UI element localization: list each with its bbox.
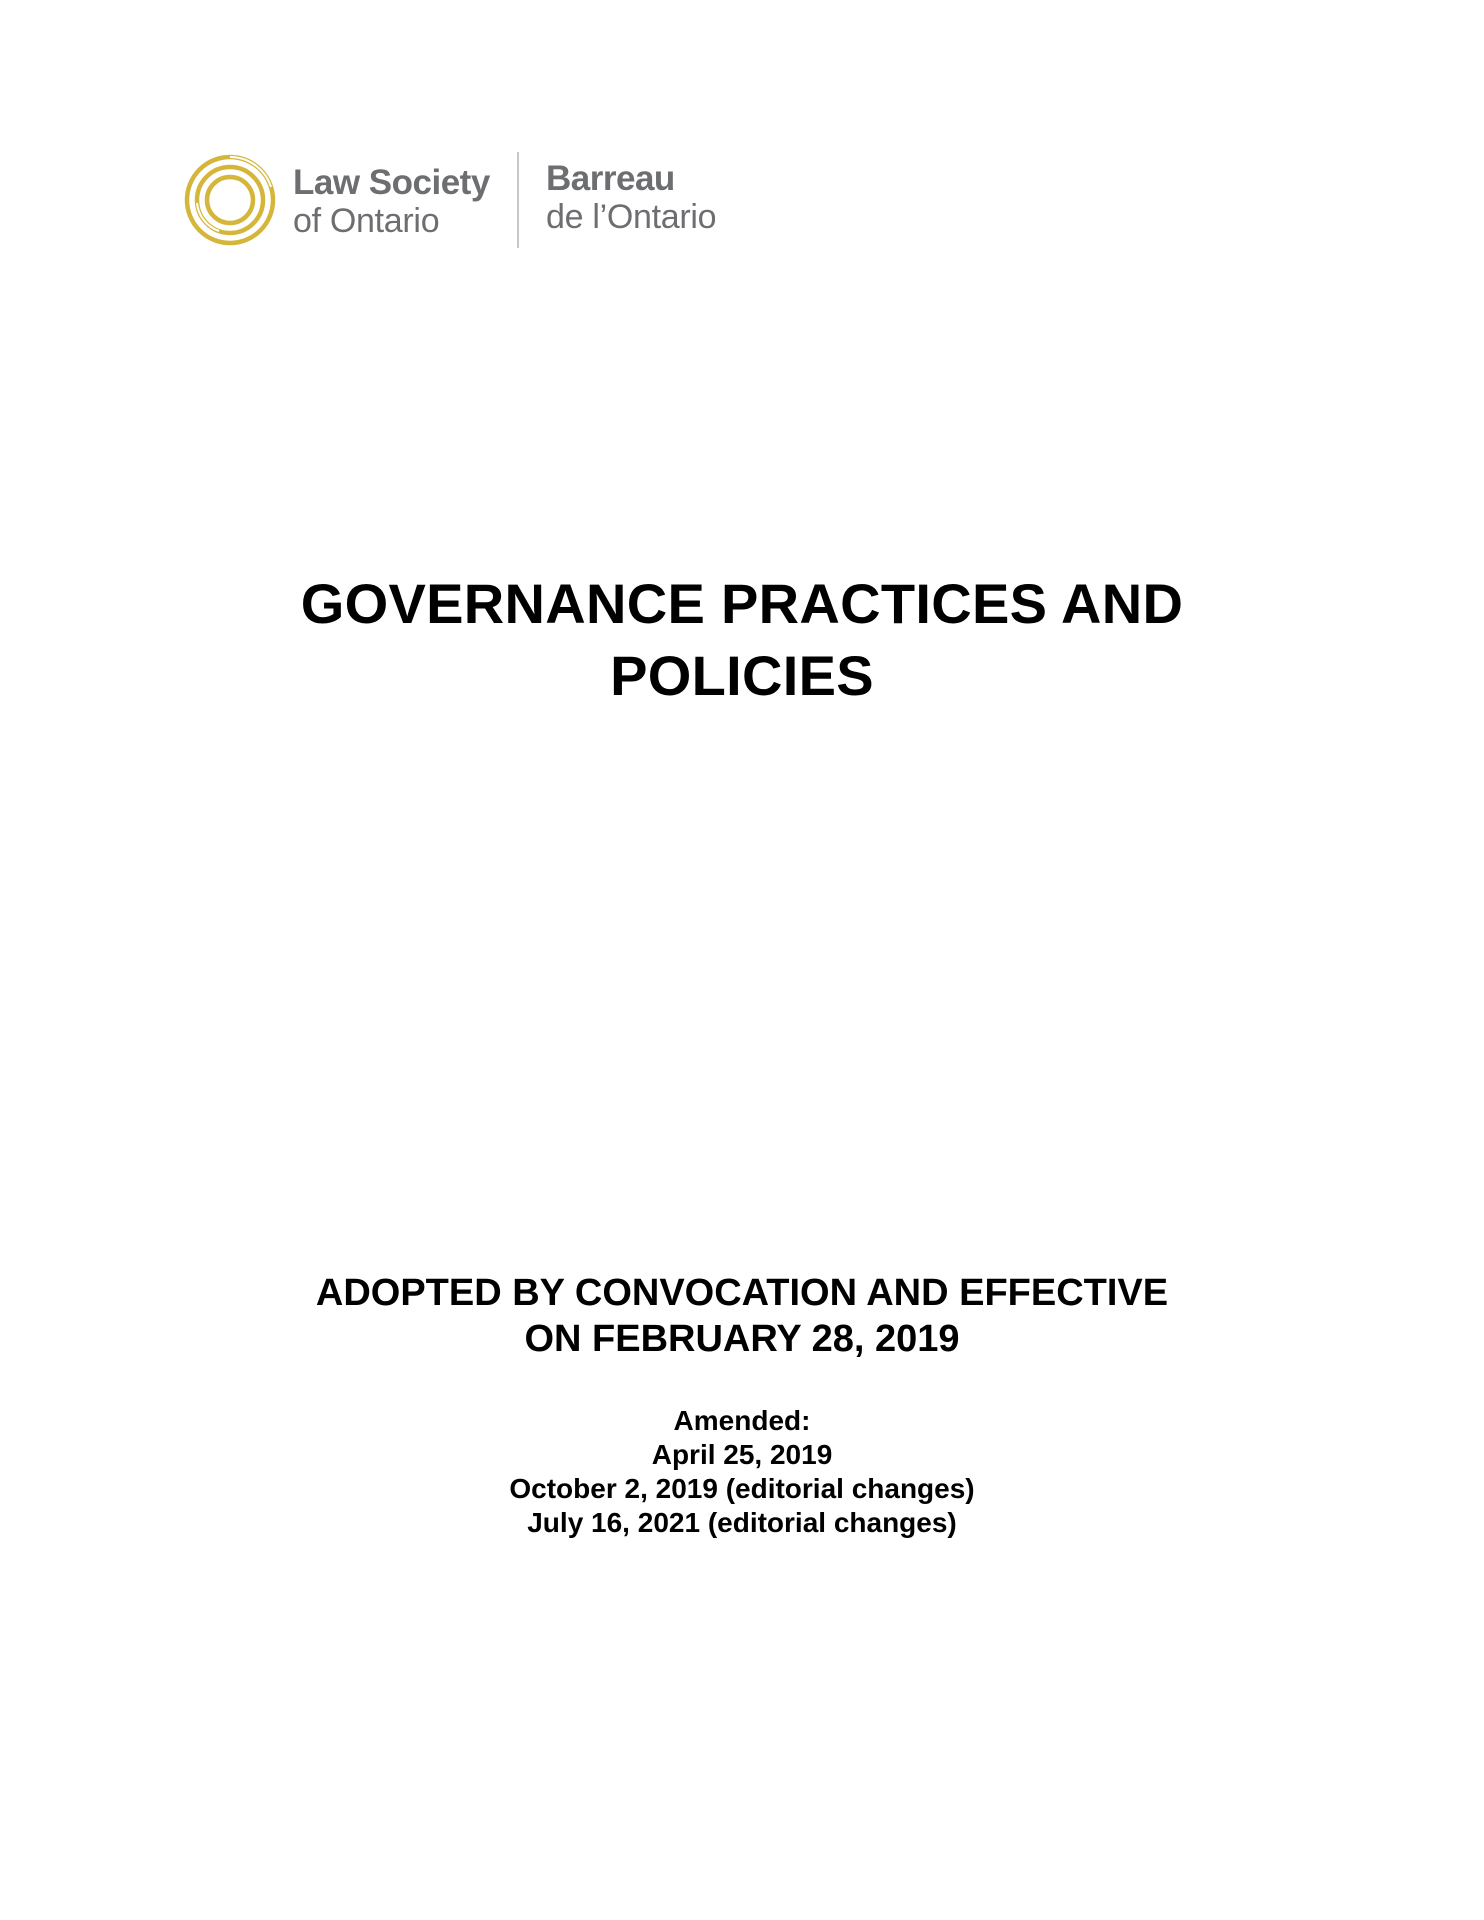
amendment-item: April 25, 2019 — [651, 1439, 833, 1470]
logo-french-line2: de l’Ontario — [546, 198, 717, 236]
adoption-statement-line1: ADOPTED BY CONVOCATION AND EFFECTIVE — [315, 1272, 1169, 1314]
document-title-line2: POLICIES — [610, 644, 874, 707]
document-title — [0, 568, 1484, 712]
logo-english-line1: Law Society — [293, 163, 490, 202]
adoption-statement-line2: ON FEBRUARY 28, 2019 — [524, 1318, 960, 1360]
amended-heading: Amended: — [673, 1405, 811, 1436]
logo-divider — [517, 152, 519, 248]
amendment-list — [0, 1404, 1484, 1540]
logo-english-name — [293, 164, 490, 240]
adoption-statement — [0, 1270, 1484, 1362]
concentric-rings-icon — [183, 153, 277, 247]
law-society-logo — [183, 150, 723, 250]
amendment-item: October 2, 2019 (editorial changes) — [509, 1473, 975, 1504]
logo-french-line1: Barreau — [546, 159, 675, 198]
logo-french-name — [546, 160, 716, 236]
document-title-line1: GOVERNANCE PRACTICES AND — [300, 572, 1184, 635]
logo-english-line2: of Ontario — [293, 202, 440, 240]
amendment-item: July 16, 2021 (editorial changes) — [527, 1507, 957, 1538]
